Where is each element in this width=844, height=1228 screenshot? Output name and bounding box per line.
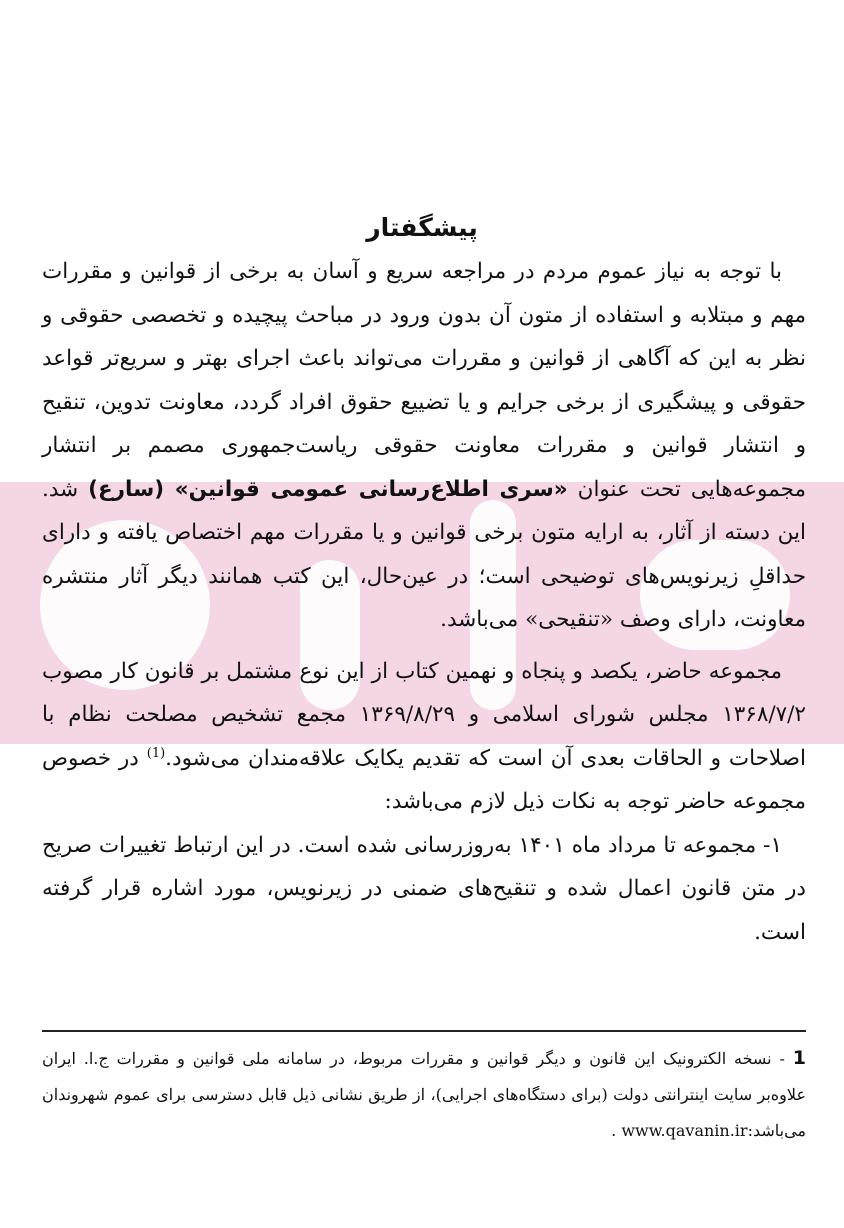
collection-text: مجموعه حاضر، یکصد و پنجاه و نهمین کتاب از این نوع مشتمل بر قانون کار مصوب ۱۳۶۸/۷/۲ مجلس شورای اسلامی و ۱۳۶۹/۸/۲۹ مجمع تشخیص مصلحت نظام با اصلاحات و الحاقات بعدی آن است که تقدیم یکایک علاقه‌مندان می‌شود. [42, 658, 806, 771]
collection-text-continued: در خصوص مجموعه حاضر توجه به نکات ذیل لازم می‌باشد: [42, 745, 806, 814]
footnote-text: - نسخه الکترونیک این قانون و دیگر قوانین و مقررات مربوط، در سامانه ملی قوانین و مقررات ج.ا. ایران علاوه‌بر سایت اینترانتی دولت (برای دستگاه‌های اجرایی)، از طریق نشانی ذیل قابل دسترسی برای عموم شهروندان می‌باشد: [42, 1049, 806, 1140]
body-text [42, 250, 806, 954]
footnote-number: 1 [792, 1047, 806, 1069]
series-name: «سری اطلاع‌رسانی عمومی قوانین» (سارع) [88, 476, 568, 502]
paragraph-intro [42, 250, 806, 642]
paragraph-note-1: ۱- مجموعه تا مرداد ماه ۱۴۰۱ به‌روزرسانی شده است. در این ارتباط تغییرات صریح در متن قانون اعمال شده و تنقیح‌های ضمنی در زیرنویس، مورد اشاره قرار گرفته است. [42, 832, 806, 945]
intro-text: با توجه به نیاز عموم مردم در مراجعه سریع و آسان به برخی از قوانین و مقررات مهم و مبتلابه و استفاده از متون آن بدون ورود در مباحث پیچیده و تخصصی حقوقی و نظر به این که آگاهی از قوانین و مقررات می‌تواند باعث اجرای بهتر و سریع‌تر قواعد حقوقی و پیشگیری از برخی جرایم و یا تضییع حقوق افراد گردد، معاونت تدوین، تنقیح و انتشار قوانین و مقررات معاونت حقوقی ریاست‌جمهوری مصمم بر انتشار مجموعه‌هایی تحت عنوان [42, 259, 806, 502]
paragraph-collection [42, 650, 806, 824]
footnote-reference[interactable]: (1) [146, 745, 166, 761]
footnote [42, 1040, 806, 1149]
intro-text-continued: شد. این دسته از آثار، به ارایه متون برخی قوانین و یا مقررات مهم اختصاص یافته و دارای حداقلِ زیرنویس‌های توضیحی است؛ در عین‌حال، این کتب همانند دیگر آثار منتشره معاونت، دارای وصف «تنقیحی» می‌باشد. [42, 476, 806, 632]
page-title: پیشگفتار [366, 213, 478, 242]
footnote-url-link[interactable]: www.qavanin.ir [621, 1121, 748, 1140]
footnote-divider [42, 1030, 806, 1032]
footnote-end: . [611, 1121, 617, 1140]
